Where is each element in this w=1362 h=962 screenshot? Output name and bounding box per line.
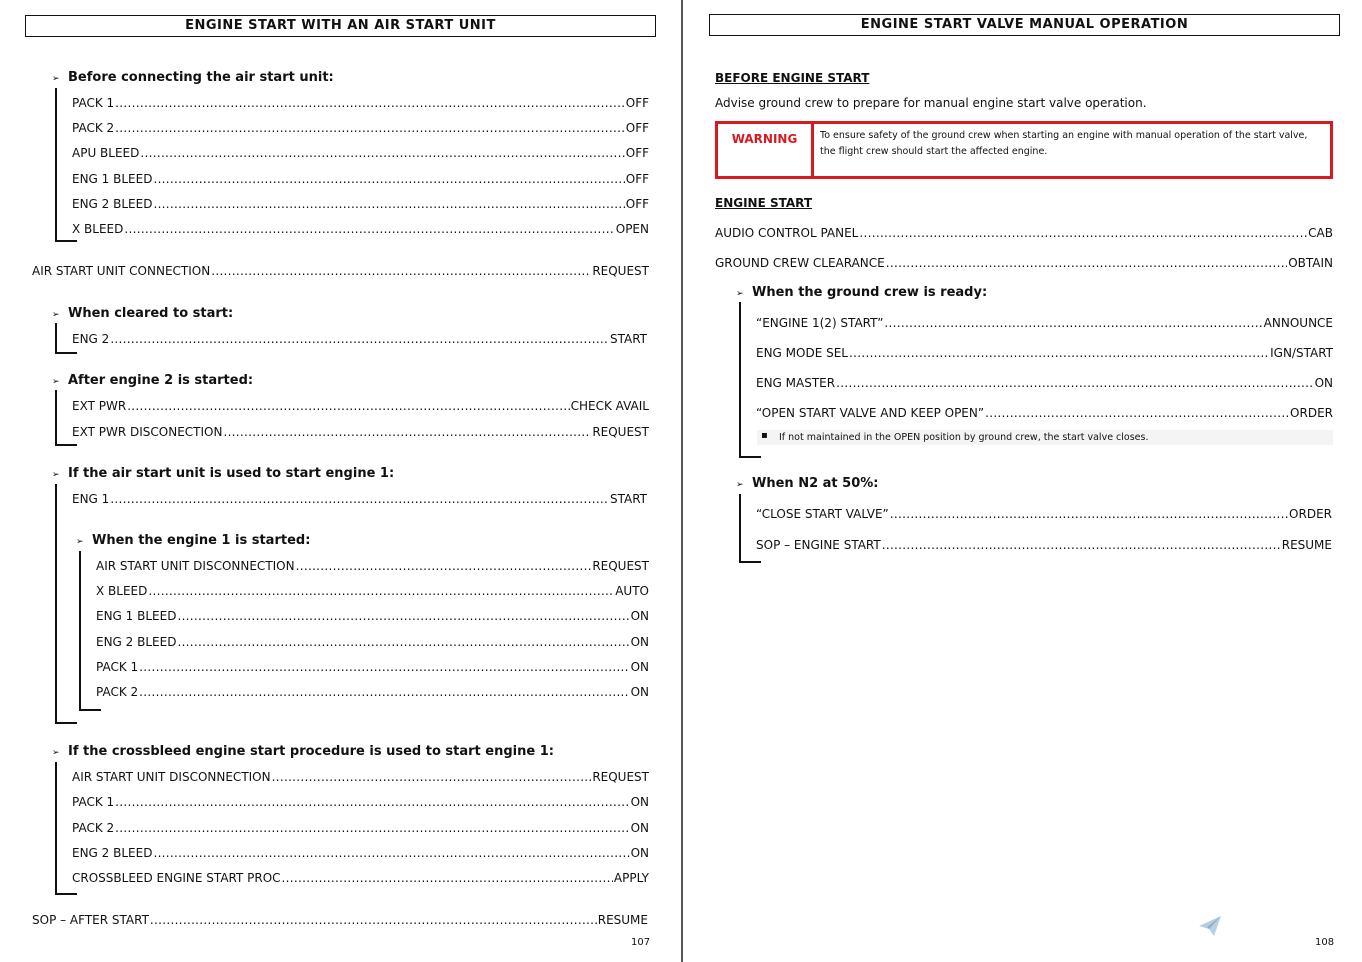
row-value: ON xyxy=(630,845,649,860)
row-label: “OPEN START VALVE AND KEEP OPEN” xyxy=(756,406,985,420)
row-value: OBTAIN xyxy=(1288,256,1333,270)
checklist-row xyxy=(72,96,649,110)
leader-dots xyxy=(110,492,609,506)
row-label: “CLOSE START VALVE” xyxy=(756,507,889,521)
leader-dots xyxy=(836,376,1313,390)
row-value: ON xyxy=(1314,376,1333,390)
row-label: SOP – ENGINE START xyxy=(756,538,881,552)
section-title: After engine 2 is started: xyxy=(68,373,254,388)
leader-dots xyxy=(153,172,624,186)
row-label: AIR START UNIT DISCONNECTION xyxy=(96,559,295,573)
row-label: PACK 2 xyxy=(72,820,115,835)
checklist-row xyxy=(72,770,649,784)
section-title: If the air start unit is used to start engine 1: xyxy=(68,466,395,481)
leader-dots xyxy=(282,871,613,885)
leader-dots xyxy=(859,226,1307,240)
arrow-bullet-icon: ➢ xyxy=(76,537,84,547)
row-value: ON xyxy=(630,795,649,810)
leader-dots xyxy=(296,559,592,573)
row-value: REQUEST xyxy=(592,264,649,278)
air-start-unit-connection-row xyxy=(32,264,649,278)
row-label: PACK 1 xyxy=(96,659,139,674)
checklist-row xyxy=(72,222,649,236)
arrow-bullet-icon: ➢ xyxy=(52,470,60,480)
row-label: ENG 2 BLEED xyxy=(72,845,153,860)
checklist-row xyxy=(96,609,649,623)
warning-text: To ensure safety of the ground crew when starting an engine with manual operation of the start valve, the flight crew should start the affected engine. xyxy=(820,130,1308,157)
engine-start-heading: ENGINE START xyxy=(715,196,813,210)
leader-dots xyxy=(177,609,629,623)
row-label: ENG MODE SEL xyxy=(756,346,848,360)
leader-dots xyxy=(882,538,1281,552)
row-value: OFF xyxy=(625,171,649,186)
leader-dots xyxy=(849,346,1269,360)
section-title: Before connecting the air start unit: xyxy=(68,70,334,85)
checklist-row xyxy=(756,507,1332,521)
section-title: When the engine 1 is started: xyxy=(92,533,311,548)
checklist-row xyxy=(96,685,649,699)
checklist-row xyxy=(72,871,649,885)
leader-dots xyxy=(153,846,629,860)
row-value: ON xyxy=(630,609,649,624)
note-start-valve xyxy=(757,430,1333,445)
row-label: PACK 1 xyxy=(72,96,115,110)
row-label: ENG 1 xyxy=(72,492,110,506)
checklist-row xyxy=(72,846,649,860)
checklist-row xyxy=(756,346,1333,360)
advise-text: Advise ground crew to prepare for manual engine start valve operation. xyxy=(715,96,1147,110)
row-label: ENG 1 BLEED xyxy=(96,609,177,624)
page-number: 108 xyxy=(1315,937,1335,948)
left-page-title: ENGINE START WITH AN AIR START UNIT xyxy=(25,15,656,37)
row-label: “ENGINE 1(2) START” xyxy=(756,316,884,330)
row-value: RESUME xyxy=(597,913,648,927)
right-page-title: ENGINE START VALVE MANUAL OPERATION xyxy=(709,14,1340,36)
row-value: ORDER xyxy=(1290,406,1333,420)
row-value: ON xyxy=(630,685,649,699)
leader-dots xyxy=(124,222,614,236)
row-label: CROSSBLEED ENGINE START PROC xyxy=(72,871,281,886)
row-label: AIR START UNIT DISCONNECTION xyxy=(72,770,271,784)
leader-dots xyxy=(223,425,591,439)
row-value: OFF xyxy=(625,146,649,161)
checklist-row xyxy=(756,538,1332,552)
row-value: CAB xyxy=(1308,226,1333,240)
row-value: CHECK AVAIL xyxy=(570,399,649,413)
leader-dots xyxy=(272,770,592,784)
row-value: ANNOUNCE xyxy=(1263,316,1333,330)
leader-dots xyxy=(890,507,1288,521)
leader-dots xyxy=(148,584,614,598)
row-value: APPLY xyxy=(613,871,649,886)
row-label: PACK 2 xyxy=(72,121,115,136)
checklist-row xyxy=(96,559,649,573)
row-value: IGN/START xyxy=(1270,346,1333,360)
row-value: REQUEST xyxy=(592,425,649,439)
checklist-row xyxy=(756,316,1333,330)
row-label: X BLEED xyxy=(72,222,124,236)
row-value: ORDER xyxy=(1289,507,1332,521)
leader-dots xyxy=(110,332,609,346)
section-title: When N2 at 50%: xyxy=(752,476,879,491)
leader-dots xyxy=(886,256,1287,270)
row-label: AUDIO CONTROL PANEL xyxy=(715,226,859,240)
checklist-row xyxy=(72,332,647,346)
row-value: REQUEST xyxy=(592,770,649,784)
page-number: 107 xyxy=(631,937,651,948)
leader-dots xyxy=(985,406,1289,420)
checklist-row xyxy=(72,425,649,439)
row-label: EXT PWR xyxy=(72,399,127,413)
row-value: RESUME xyxy=(1281,538,1332,552)
arrow-bullet-icon: ➢ xyxy=(736,289,744,299)
section-ground-crew-ready xyxy=(736,285,987,300)
row-value: OFF xyxy=(625,196,649,211)
checklist-row xyxy=(756,406,1333,420)
row-label: GROUND CREW CLEARANCE xyxy=(715,256,885,270)
note-text: If not maintained in the OPEN position by ground crew, the start valve closes. xyxy=(779,432,1149,443)
section-crossbleed-engine1 xyxy=(52,744,554,759)
checklist-row xyxy=(72,121,649,135)
checklist-row xyxy=(72,197,649,211)
section-title: If the crossbleed engine start procedure is used to start engine 1: xyxy=(68,744,554,759)
leader-dots xyxy=(115,821,629,835)
row-value: ON xyxy=(630,659,649,674)
section-n2-50 xyxy=(736,476,878,491)
row-label: ENG MASTER xyxy=(756,376,836,390)
arrow-bullet-icon: ➢ xyxy=(52,74,60,84)
checklist-row xyxy=(715,256,1333,270)
row-value: ON xyxy=(630,634,649,649)
arrow-bullet-icon: ➢ xyxy=(52,748,60,758)
checklist-row xyxy=(72,492,647,506)
row-label: AIR START UNIT CONNECTION xyxy=(32,264,211,278)
leader-dots xyxy=(139,660,629,674)
row-label: ENG 2 BLEED xyxy=(96,634,177,649)
row-label: ENG 1 BLEED xyxy=(72,171,153,186)
leader-dots xyxy=(884,316,1262,330)
section-after-engine2 xyxy=(52,373,253,388)
checklist-row xyxy=(72,399,649,413)
leader-dots xyxy=(177,635,629,649)
leader-dots xyxy=(139,685,629,699)
section-title: When cleared to start: xyxy=(68,306,234,321)
row-value: OFF xyxy=(625,96,649,110)
checklist-row xyxy=(96,635,649,649)
row-label: ENG 2 xyxy=(72,332,110,346)
section-when-cleared xyxy=(52,306,233,321)
checklist-row xyxy=(72,821,649,835)
section-air-start-engine1 xyxy=(52,466,394,481)
row-label: APU BLEED xyxy=(72,146,140,161)
row-label: ENG 2 BLEED xyxy=(72,196,153,211)
before-engine-start-heading: BEFORE ENGINE START xyxy=(715,71,870,85)
row-value: REQUEST xyxy=(592,559,649,573)
leader-dots xyxy=(115,121,625,135)
row-label: EXT PWR DISCONECTION xyxy=(72,425,223,439)
row-value: OFF xyxy=(625,121,649,136)
checklist-row xyxy=(756,376,1333,390)
warning-box xyxy=(715,121,1333,179)
right-page xyxy=(684,0,1362,962)
sop-after-start-row xyxy=(32,913,648,927)
leader-dots xyxy=(150,913,597,927)
warning-label: WARNING xyxy=(718,124,814,176)
checklist-row xyxy=(96,660,649,674)
leader-dots xyxy=(115,96,625,110)
section-bracket xyxy=(55,484,77,724)
row-value: START xyxy=(609,332,647,346)
leader-dots xyxy=(115,795,629,809)
checklist-row xyxy=(72,146,649,160)
paper-plane-icon xyxy=(1198,915,1222,937)
row-label: X BLEED xyxy=(96,584,148,599)
section-bracket xyxy=(55,88,77,242)
square-bullet-icon: ▪ xyxy=(761,430,768,441)
section-title: When the ground crew is ready: xyxy=(752,285,988,300)
subsection-engine1-started xyxy=(76,533,310,548)
section-bracket xyxy=(739,494,761,563)
row-value: ON xyxy=(630,820,649,835)
leader-dots xyxy=(211,264,591,278)
checklist-row xyxy=(72,172,649,186)
row-label: PACK 2 xyxy=(96,685,139,699)
checklist-row xyxy=(715,226,1333,240)
arrow-bullet-icon: ➢ xyxy=(52,310,60,320)
leader-dots xyxy=(127,399,569,413)
arrow-bullet-icon: ➢ xyxy=(52,377,60,387)
row-label: SOP – AFTER START xyxy=(32,913,149,927)
leader-dots xyxy=(153,197,624,211)
checklist-row xyxy=(96,584,649,598)
row-label: PACK 1 xyxy=(72,795,115,810)
row-value: START xyxy=(609,492,647,506)
leader-dots xyxy=(140,146,624,160)
page-divider xyxy=(681,0,683,962)
checklist-row xyxy=(72,795,649,809)
section-before-connecting xyxy=(52,70,334,85)
arrow-bullet-icon: ➢ xyxy=(736,480,744,490)
row-value: OPEN xyxy=(615,222,649,236)
row-value: AUTO xyxy=(615,584,649,599)
